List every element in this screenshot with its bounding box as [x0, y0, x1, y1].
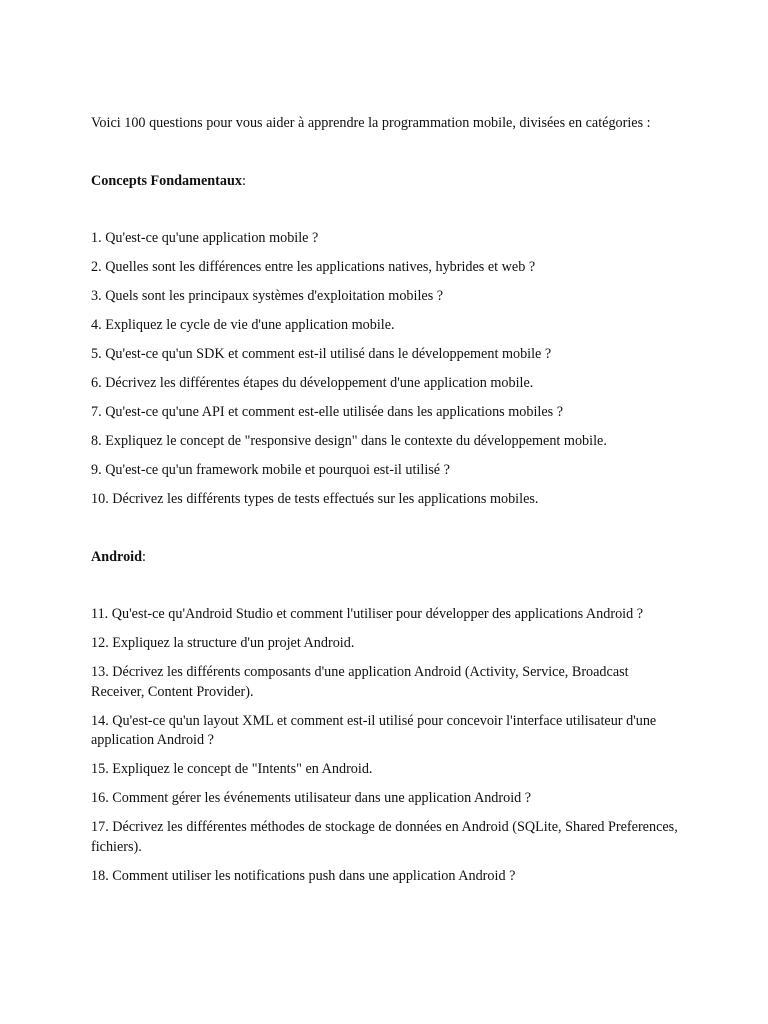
- section-title-concepts: [91, 172, 681, 192]
- question-item: 6. Décrivez les différentes étapes du développement d'une application mobile.: [91, 375, 534, 391]
- section-title-android-text: Android: [91, 548, 142, 565]
- question-item: 14. Qu'est-ce qu'un layout XML et comment est-il utilisé pour concevoir l'interface utilisateur d'une application Android ?: [91, 712, 657, 748]
- question-item: 9. Qu'est-ce qu'un framework mobile et pourquoi est-il utilisé ?: [91, 462, 450, 478]
- question-item: 17. Décrivez les différentes méthodes de stockage de données en Android (SQLite, Shared Preferences, fichiers).: [91, 819, 678, 855]
- question-item: 5. Qu'est-ce qu'un SDK et comment est-il utilisé dans le développement mobile ?: [91, 346, 552, 362]
- question-item: 4. Expliquez le cycle de vie d'une application mobile.: [91, 317, 395, 333]
- intro-paragraph: Voici 100 questions pour vous aider à apprendre la programmation mobile, divisées en catégories :: [91, 115, 651, 131]
- question-item: 13. Décrivez les différents composants d'une application Android (Activity, Service, Broadcast Receiver, Content Provider).: [91, 664, 629, 700]
- section-title-concepts-suffix: :: [241, 172, 246, 189]
- section-title-android: [91, 548, 681, 568]
- question-item: 11. Qu'est-ce qu'Android Studio et comment l'utiliser pour développer des applications Android ?: [91, 606, 644, 622]
- question-item: 10. Décrivez les différents types de tests effectués sur les applications mobiles.: [91, 491, 539, 507]
- section-title-concepts-text: Concepts Fondamentaux: [91, 172, 242, 189]
- question-item: 8. Expliquez le concept de "responsive design" dans le contexte du développement mobile.: [91, 433, 607, 449]
- question-item: 16. Comment gérer les événements utilisateur dans une application Android ?: [91, 790, 532, 806]
- question-list-android: [91, 605, 681, 886]
- question-item: 1. Qu'est-ce qu'une application mobile ?: [91, 230, 319, 246]
- section-title-android-suffix: :: [142, 548, 146, 565]
- question-item: 12. Expliquez la structure d'un projet Android.: [91, 635, 355, 651]
- question-item: 2. Quelles sont les différences entre les applications natives, hybrides et web ?: [91, 259, 536, 275]
- document-page: [91, 114, 681, 896]
- question-item: 7. Qu'est-ce qu'une API et comment est-elle utilisée dans les applications mobiles ?: [91, 404, 563, 420]
- question-item: 3. Quels sont les principaux systèmes d'exploitation mobiles ?: [91, 288, 444, 304]
- question-item: 15. Expliquez le concept de "Intents" en Android.: [91, 761, 373, 777]
- question-item: 18. Comment utiliser les notifications push dans une application Android ?: [91, 867, 516, 884]
- question-list-concepts: [91, 229, 681, 510]
